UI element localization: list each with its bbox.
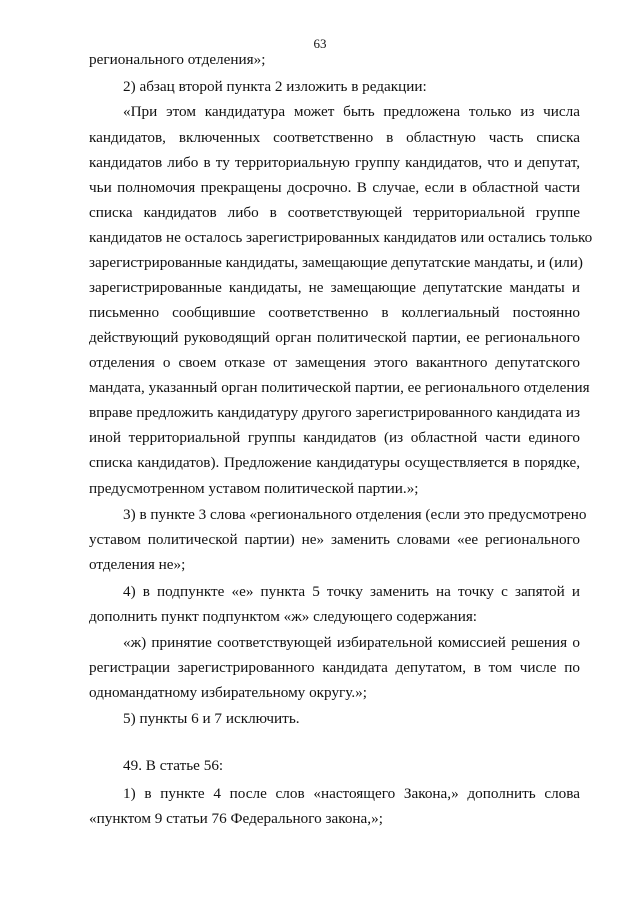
- text-line: кандидатов, включенных соответственно в областную часть списка: [89, 129, 580, 146]
- text-line: уставом политической партии) не» заменить словами «ее регионального: [89, 531, 580, 548]
- text-line: отделения не»;: [89, 556, 186, 573]
- text-line: зарегистрированные кандидаты, замещающие депутатские мандаты, и (или): [89, 254, 583, 271]
- text-line: «пунктом 9 статьи 76 Федерального закона,»;: [89, 810, 383, 827]
- text-line: зарегистрированные кандидаты, не замещающие депутатские мандаты и: [89, 279, 580, 296]
- text-line: дополнить пункт подпунктом «ж» следующего содержания:: [89, 608, 478, 625]
- text-line: 1) в пункте 4 после слов «настоящего Закона,» дополнить слова: [123, 785, 580, 802]
- text-line: вправе предложить кандидатуру другого зарегистрированного кандидата из: [89, 404, 580, 421]
- text-line: списка кандидатов либо в соответствующей территориальной группе: [89, 204, 580, 221]
- text-line: действующий руководящий орган политической партии, ее регионального: [89, 329, 580, 346]
- text-line: письменно сообщившие соответственно в коллегиальный постоянно: [89, 304, 580, 321]
- text-line: кандидатов либо в ту территориальную группу кандидатов, что и депутат,: [89, 154, 580, 171]
- text-line: одномандатному избирательному округу.»;: [89, 684, 367, 701]
- text-line: регистрации зарегистрированного кандидата депутатом, в том числе по: [89, 659, 580, 676]
- text-line: «ж) принятие соответствующей избирательной комиссией решения о: [123, 634, 580, 651]
- text-line: регионального отделения»;: [89, 51, 266, 68]
- text-line: предусмотренном уставом политической партии.»;: [89, 480, 419, 497]
- text-line: 2) абзац второй пункта 2 изложить в редакции:: [123, 78, 427, 95]
- text-line: чьи полномочия прекращены досрочно. В случае, если в областной части: [89, 179, 580, 196]
- text-line: 49. В статье 56:: [123, 757, 224, 774]
- text-line: 4) в подпункте «е» пункта 5 точку заменить на точку с запятой и: [123, 583, 580, 600]
- text-line: «При этом кандидатура может быть предложена только из числа: [123, 103, 580, 120]
- text-line: кандидатов не осталось зарегистрированных кандидатов или остались только: [89, 229, 593, 246]
- text-line: мандата, указанный орган политической партии, ее регионального отделения: [89, 379, 590, 396]
- page-number: 63: [313, 36, 327, 51]
- text-line: 3) в пункте 3 слова «регионального отделения (если это предусмотрено: [123, 506, 587, 523]
- text-line: 5) пункты 6 и 7 исключить.: [123, 710, 300, 727]
- text-line: списка кандидатов). Предложение кандидатуры осуществляется в порядке,: [89, 454, 580, 471]
- text-line: иной территориальной группы кандидатов (из областной части единого: [89, 429, 580, 446]
- text-line: отделения о своем отказе от замещения этого вакантного депутатского: [89, 354, 580, 371]
